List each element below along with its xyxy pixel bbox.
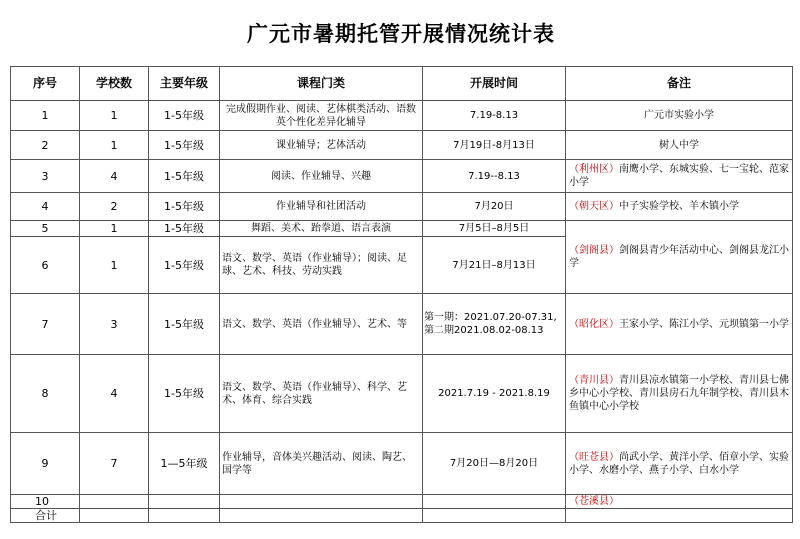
note-district: （苍溪县） <box>569 496 619 507</box>
cell-schools: 4 <box>80 355 149 433</box>
cell-note <box>566 193 793 221</box>
cell-note <box>566 131 793 160</box>
cell-schools: 1 <box>80 221 149 237</box>
cell-grade: 1-5年级 <box>149 221 220 237</box>
cell-courses: 课业辅导；艺体活动 <box>220 131 423 160</box>
note-schools: 树人中学 <box>659 139 699 151</box>
cell-note <box>566 355 793 433</box>
cell-grade: 1—5年级 <box>149 433 220 495</box>
time-period-1: 第一期：2021.07.20-07.31, <box>424 312 557 323</box>
cell-time: 7月19日-8月13日 <box>423 131 566 160</box>
cell-courses: 语文、数学、英语（作业辅导）、艺术、等 <box>220 294 423 355</box>
cell-no: 1 <box>11 101 80 131</box>
table-row <box>11 433 793 495</box>
cell-grade <box>149 509 220 523</box>
table-row <box>11 355 793 433</box>
cell-courses: 语文、数学、英语（作业辅导）、科学、艺术、体育、综合实践 <box>220 355 423 433</box>
table-row <box>11 160 793 193</box>
table-row <box>11 221 793 237</box>
cell-no: 2 <box>11 131 80 160</box>
header-grade: 主要年级 <box>149 67 220 101</box>
table-row-total <box>11 509 793 523</box>
cell-grade: 1-5年级 <box>149 101 220 131</box>
cell-no: 7 <box>11 294 80 355</box>
note-schools: 剑阁县青少年活动中心、剑阁县龙江小学 <box>569 245 789 269</box>
header-no: 序号 <box>11 67 80 101</box>
cell-time <box>423 509 566 523</box>
note-district: （青川县） <box>569 375 619 386</box>
cell-schools: 7 <box>80 433 149 495</box>
cell-grade: 1-5年级 <box>149 294 220 355</box>
note-district: （剑阁县） <box>569 245 619 256</box>
cell-time: 7月20日—8月20日 <box>423 433 566 495</box>
note-schools: 王家小学、陈江小学、元坝镇第一小学 <box>619 318 789 330</box>
note-district: （旺苍县） <box>569 451 619 463</box>
cell-schools: 3 <box>80 294 149 355</box>
cell-note <box>566 160 793 193</box>
cell-no: 4 <box>11 193 80 221</box>
cell-courses: 语文、数学、英语（作业辅导）；阅读、足球、艺术、科技、劳动实践 <box>220 237 423 294</box>
table-row <box>11 495 793 509</box>
cell-note <box>566 509 793 523</box>
header-note: 备注 <box>566 67 793 101</box>
cell-no: 5 <box>11 221 80 237</box>
cell-schools: 1 <box>80 131 149 160</box>
note-schools: 青川县凉水镇第一小学校、青川县七佛乡中心小学校、青川县房石九年制学校、青川县木鱼镇中心小学校 <box>569 375 789 412</box>
note-schools: 中子实验学校、羊木镇小学 <box>619 201 739 212</box>
table-header-row <box>11 67 793 101</box>
table-row <box>11 294 793 355</box>
cell-no: 8 <box>11 355 80 433</box>
cell-time: 7月20日 <box>423 193 566 221</box>
stats-sheet <box>10 0 792 539</box>
cell-grade: 1-5年级 <box>149 160 220 193</box>
cell-courses: 完成假期作业、阅读、艺体棋类活动、语数英个性化差异化辅导 <box>220 101 423 131</box>
table-row <box>11 131 793 160</box>
time-period-2: 第二期2021.08.02-08.13 <box>424 325 544 336</box>
cell-grade: 1-5年级 <box>149 237 220 294</box>
cell-schools: 1 <box>80 101 149 131</box>
cell-total-label: 合计 <box>11 509 80 523</box>
cell-schools: 1 <box>80 237 149 294</box>
note-schools: 尚武小学、黄洋小学、佰章小学、实验小学、水磨小学、燕子小学、白水小学 <box>569 451 789 476</box>
cell-time: 7.19--8.13 <box>423 160 566 193</box>
cell-time: 7月5日–8月5日 <box>423 221 566 237</box>
cell-no: 9 <box>11 433 80 495</box>
cell-schools <box>80 495 149 509</box>
note-district: （昭化区） <box>569 318 619 330</box>
cell-grade: 1-5年级 <box>149 193 220 221</box>
note-schools: 广元市实验小学 <box>644 110 714 121</box>
cell-courses: 作业辅导和社团活动 <box>220 193 423 221</box>
cell-no: 3 <box>11 160 80 193</box>
cell-schools: 4 <box>80 160 149 193</box>
cell-schools <box>80 509 149 523</box>
cell-grade <box>149 495 220 509</box>
cell-time: 2021.7.19 - 2021.8.19 <box>423 355 566 433</box>
table-row <box>11 193 793 221</box>
cell-grade: 1-5年级 <box>149 131 220 160</box>
cell-courses: 阅读、作业辅导、兴趣 <box>220 160 423 193</box>
cell-time: 7月21日–8月13日 <box>423 237 566 294</box>
cell-note <box>566 221 793 294</box>
cell-courses <box>220 509 423 523</box>
cell-time <box>423 294 566 355</box>
stats-table <box>10 66 793 523</box>
cell-courses: 舞蹈、美术、跆拳道、语言表演 <box>220 221 423 237</box>
page-title: 广元市暑期托管开展情况统计表 <box>247 22 555 46</box>
note-district: （朝天区） <box>569 201 619 212</box>
cell-note <box>566 433 793 495</box>
header-courses: 课程门类 <box>220 67 423 101</box>
header-time: 开展时间 <box>423 67 566 101</box>
cell-no: 10 <box>11 495 80 509</box>
note-district: （利州区） <box>569 164 619 175</box>
cell-courses: 作业辅导，音体美兴趣活动、阅读、陶艺、国学等 <box>220 433 423 495</box>
cell-note <box>566 495 793 509</box>
header-schools: 学校数 <box>80 67 149 101</box>
cell-time: 7.19-8.13 <box>423 101 566 131</box>
cell-note <box>566 294 793 355</box>
cell-note <box>566 101 793 131</box>
cell-grade: 1-5年级 <box>149 355 220 433</box>
note-schools: 南鹰小学、东城实验、七一宝轮、范家小学 <box>569 164 789 188</box>
cell-no: 6 <box>11 237 80 294</box>
cell-courses <box>220 495 423 509</box>
cell-time <box>423 495 566 509</box>
cell-schools: 2 <box>80 193 149 221</box>
table-row <box>11 101 793 131</box>
